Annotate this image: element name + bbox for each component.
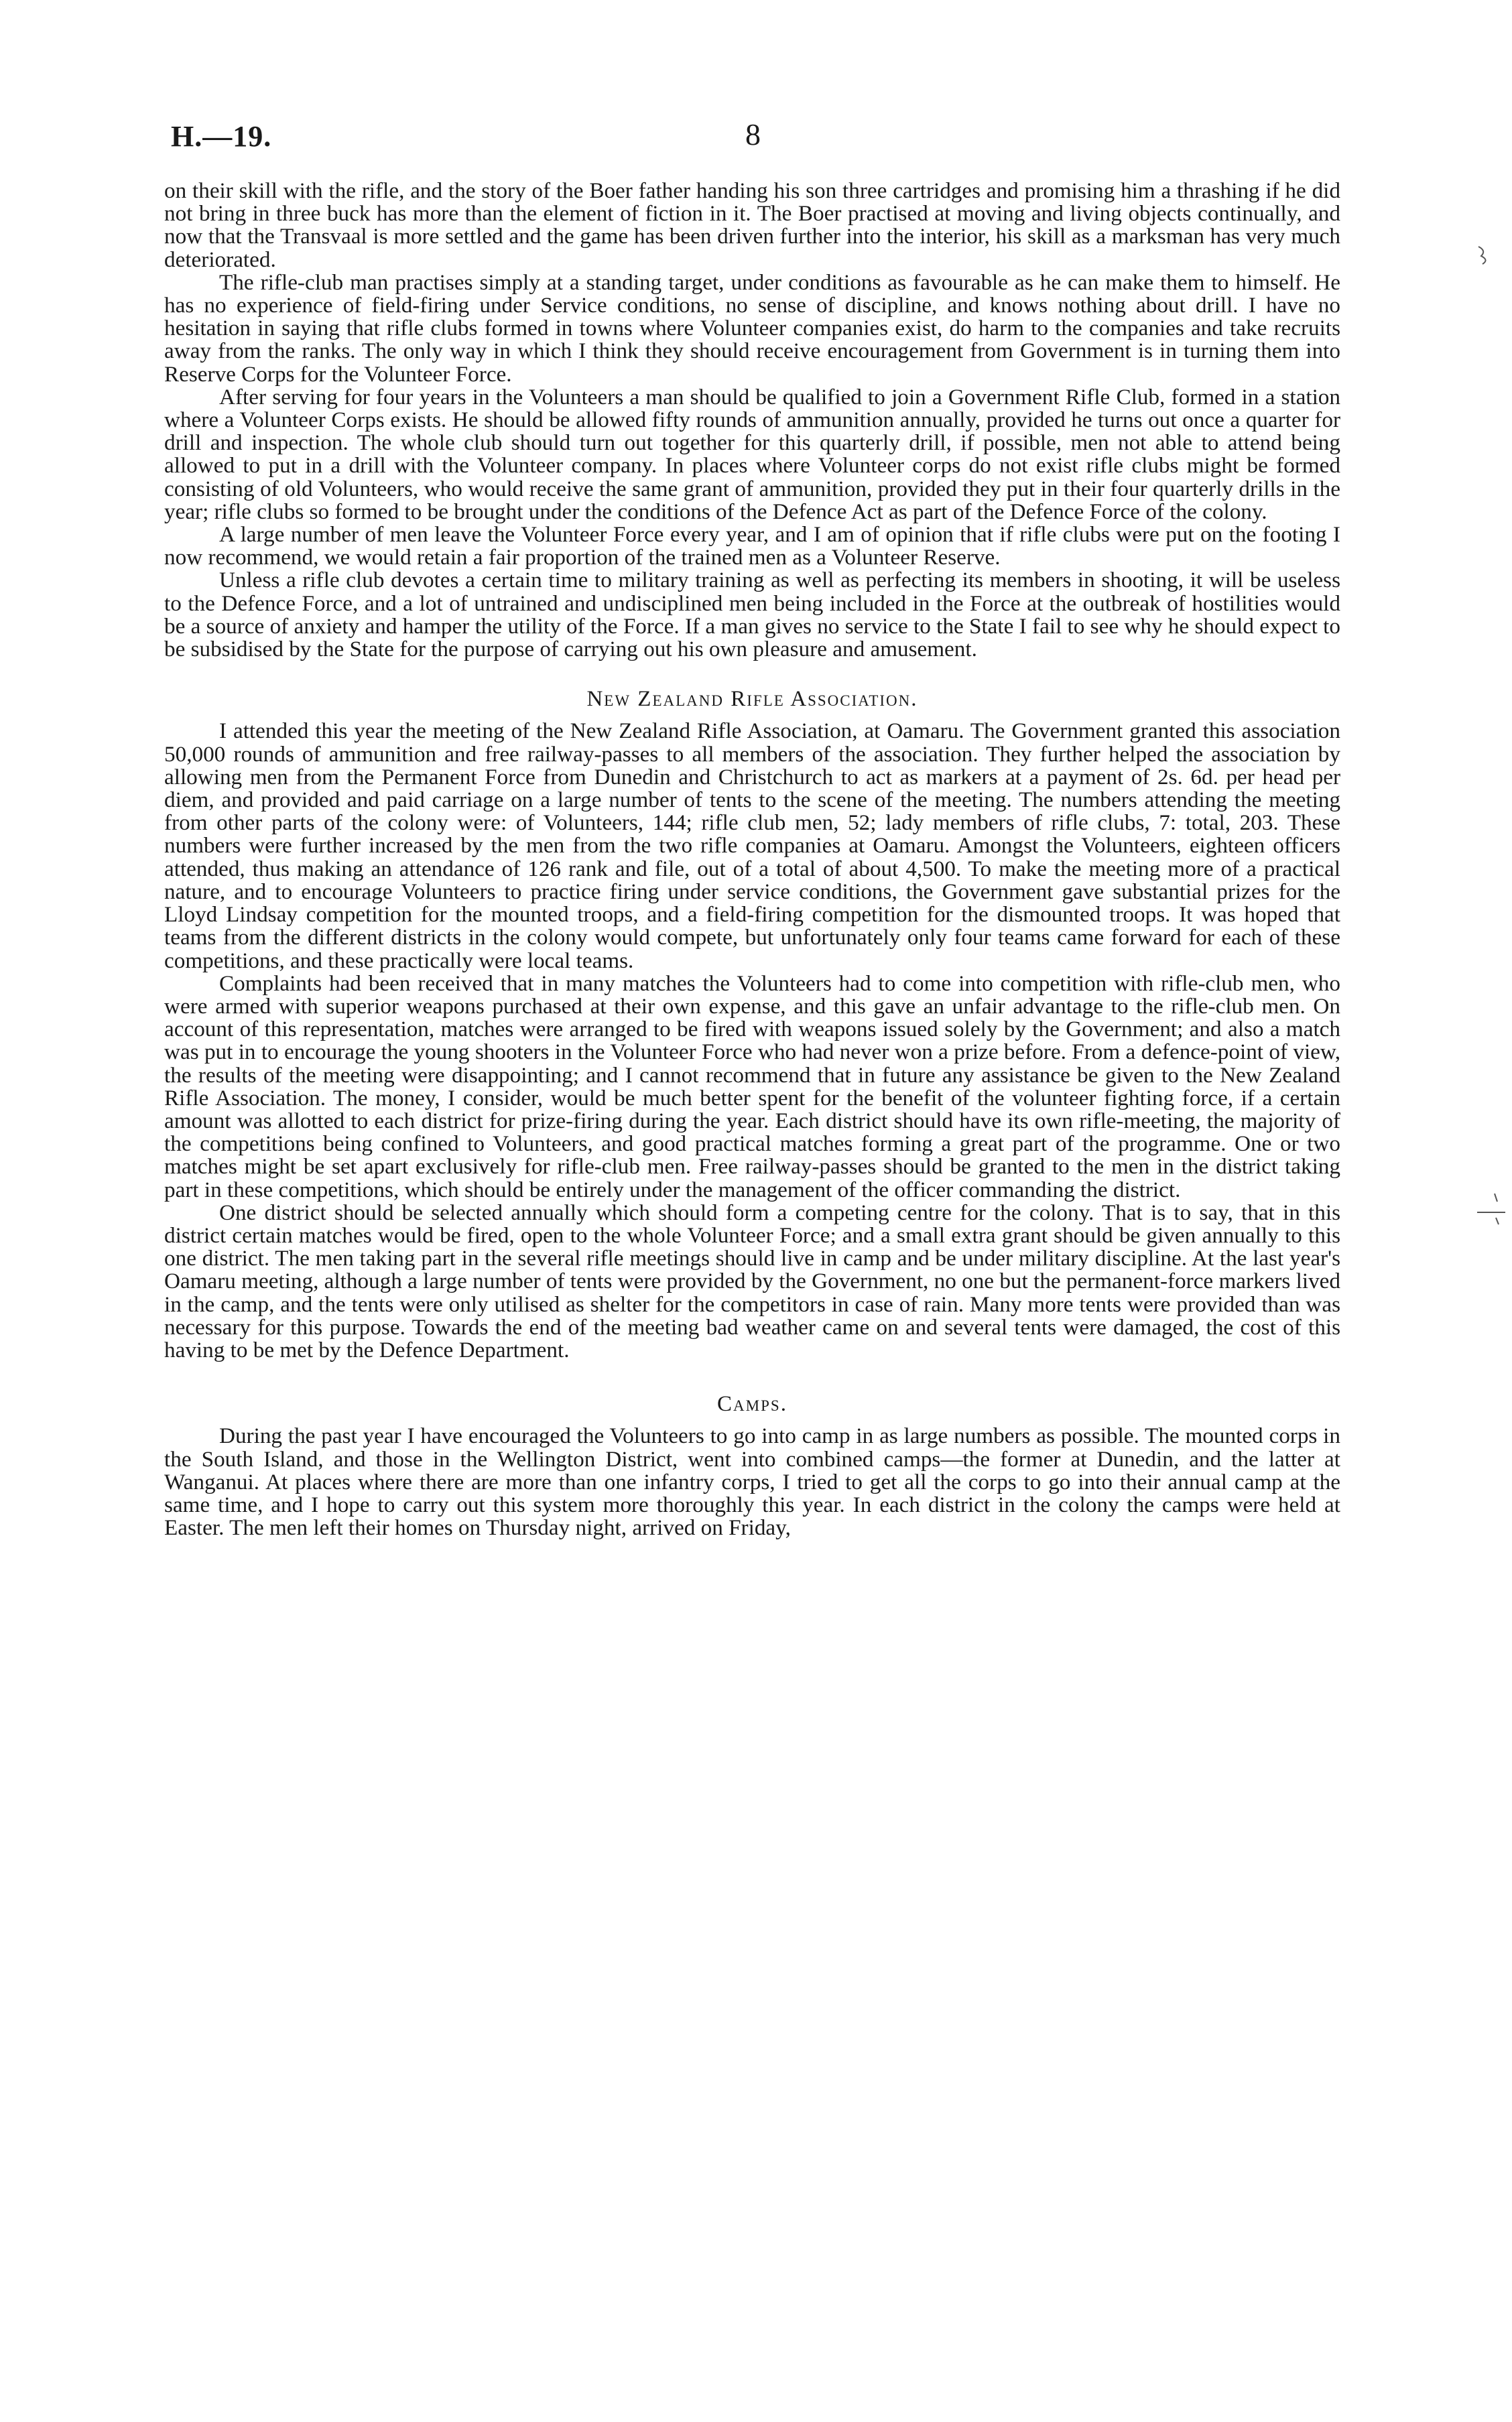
document-body (164, 180, 1340, 1539)
paragraph: Complaints had been received that in many matches the Volunteers had to come into competition with rifle-club men, who were armed with superior weapons purchased at their own expense, and this gave an unfair advantage to the rifle-club men. On account of this representation, matches were arranged to be fired with weapons issued solely by the Government; and also a match was put in to encourage the young shooters in the Volunteer Force who had never won a prize before. From a defence-point of view, the results of the meeting were disappointing; and I cannot recommend that in future any assistance be given to the New Zealand Rifle Association. The money, I consider, would be much better spent for the benefit of the volunteer fighting force, if a certain amount was allotted to each district for prize-firing during the year. Each district should have its own rifle-meeting, the majority of the competitions being confined to Volunteers, and good practical matches forming a great part of the programme. One or two matches might be set apart exclusively for rifle-club men. Free railway-passes should be granted to the men in the district taking part in these competitions, which should be entirely under the management of the officer commanding the district. (164, 970, 1340, 1202)
paragraph: The rifle-club man practises simply at a standing target, under conditions as favourable as he can make them to himself. He has no experience of field-firing under Service conditions, no sense of discipline, and knows nothing about drill. I have no hesitation in saying that rifle clubs formed in towns where Volunteer companies exist, do harm to the companies and take recruits away from the ranks. The only way in which I think they should receive encouragement from Government is in turning them into Reserve Corps for the Volunteer Force. (164, 269, 1340, 387)
paragraph: I attended this year the meeting of the New Zealand Rifle Association, at Oamaru. The Government granted this association 50,000 rounds of ammunition and free railway-passes to all members of the association. They further helped the association by allowing men from the Permanent Force from Dunedin and Christchurch to act as markers at a payment of 2s. 6d. per head per diem, and provided and paid carriage on a large number of tents to the scene of the meeting. The numbers attending the meeting from other parts of the colony were: of Volunteers, 144; rifle club men, 52; lady members of rifle clubs, 7: total, 203. These numbers were further increased by the men from the two rifle companies at Oamaru. Amongst the Volunteers, eighteen officers attended, thus making an attendance of 126 rank and file, out of a total of about 4,500. To make the meeting more of a practical nature, and to encourage Volunteers to practice firing under service conditions, the Government gave substantial prizes for the Lloyd Lindsay competition for the mounted troops, and a field-firing competition for the dismounted troops. It was hoped that teams from the different districts in the colony would compete, but unfortunately only four teams came forward for each of these competitions, and these practically were local teams. (164, 718, 1340, 973)
paragraph: During the past year I have encouraged the Volunteers to go into camp in as large numbers as possible. The mounted corps in the South Island, and those in the Wellington District, went into combined camps—the former at Dunedin, and the latter at Wanganui. At places where there are more than one infantry corps, I tried to get all the corps to go into their annual camp at the same time, and I hope to carry out this system more thoroughly this year. In each district in the colony the camps were held at Easter. The men left their homes on Thursday night, arrived on Friday, (164, 1423, 1340, 1541)
document-reference: H.—19. (171, 120, 272, 153)
margin-mark-middle (1474, 1190, 1508, 1230)
paragraph: One district should be selected annually which should form a competing centre for the colony. That is to say, that in this district certain matches would be fired, open to the whole Volunteer Force; and a small extra grant should be given annually to this one district. The men taking part in the several rifle meetings should live in camp and be under military discipline. At the last year's Oamaru meeting, although a large number of tents were provided by the Government, no one but the permanent-force markers lived in the camp, and the tents were only utilised as shelter for the competitors in case of rain. Many more tents were provided than was necessary for this purpose. Towards the end of the meeting bad weather came on and several tents were damaged, the cost of this having to be met by the Defence Department. (164, 1200, 1340, 1362)
paragraph: After serving for four years in the Volunteers a man should be qualified to join a Government Rifle Club, formed in a station where a Volunteer Corps exists. He should be allowed fifty rounds of ammunition annually, provided he turns out once a quarter for drill and inspection. The whole club should turn out together for this quarterly drill, if possible, men not able to attend being allowed to put in a drill with the Volunteer company. In places where Volunteer corps do not exist rifle clubs might be formed consisting of old Volunteers, who would receive the same grant of ammunition, provided they put in their four quarterly drills in the year; rifle clubs so formed to be brought under the conditions of the Defence Act as part of the Defence Force of the colony. (164, 384, 1340, 524)
margin-mark-top (1474, 241, 1495, 268)
paragraph: Unless a rifle club devotes a certain time to military training as well as perfecting its members in shooting, it will be useless to the Defence Force, and a lot of untrained and undisciplined men being included in the Force at the outbreak of hostilities would be a source of anxiety and hamper the utility of the Force. If a man gives no service to the State I fail to see why he should expect to be subsidised by the State for the purpose of carrying out his own pleasure and amusement. (164, 568, 1340, 662)
page-number: 8 (745, 117, 761, 151)
paragraph: on their skill with the rifle, and the story of the Boer father handing his son three cartridges and promising him a thrashing if he did not bring in three buck has more than the element of fiction in it. The Boer practised at moving and living objects continually, and now that the Transvaal is more settled and the game has been driven further into the interior, his skill as a marksman has very much deteriorated. (164, 178, 1340, 272)
paragraph: A large number of men leave the Volunteer Force every year, and I am of opinion that if rifle clubs were put on the footing I now recommend, we would retain a fair proportion of the trained men as a Volunteer Reserve. (164, 522, 1340, 570)
section-heading-camps: Camps. (717, 1392, 788, 1417)
section-heading-rifle-association: New Zealand Rifle Association. (586, 687, 918, 712)
